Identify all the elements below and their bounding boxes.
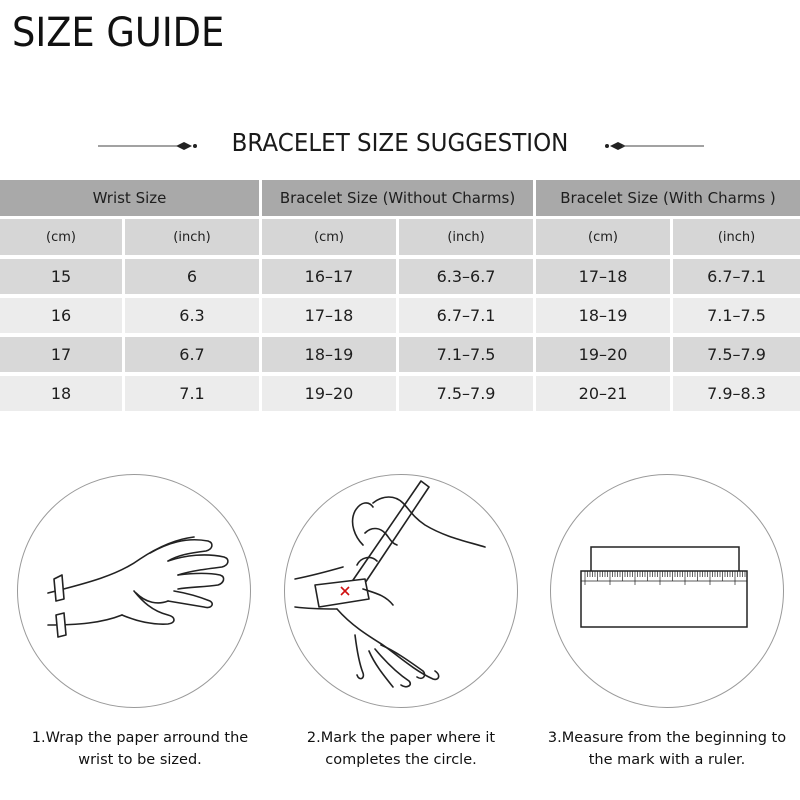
table-cell: 6 xyxy=(125,255,262,294)
step2-caption-line1: 2.Mark the paper where it xyxy=(306,730,496,746)
mark-paper-pen-icon xyxy=(285,475,517,707)
group-wrist-size: Wrist Size xyxy=(0,180,262,216)
table-cell: 20–21 xyxy=(536,372,673,411)
step1-caption-line2: wrist to be sized. xyxy=(78,752,202,768)
table-cell: 15 xyxy=(0,255,125,294)
table-cell: 18 xyxy=(0,372,125,411)
step3-caption-line1: 3.Measure from the beginning to xyxy=(547,730,787,746)
table-cell: 6.3–6.7 xyxy=(399,255,536,294)
step2-caption xyxy=(266,727,536,771)
step1-illustration xyxy=(17,474,251,708)
section-subtitle: BRACELET SIZE SUGGESTION xyxy=(231,128,569,157)
step1-caption-line1: 1.Wrap the paper arround the xyxy=(31,730,249,746)
unit-cell: (cm) xyxy=(536,216,673,255)
unit-cell: (cm) xyxy=(0,216,125,255)
step3-caption xyxy=(532,727,800,771)
table-group-header xyxy=(0,180,800,216)
table-cell: 18–19 xyxy=(262,333,399,372)
right-ornament-icon xyxy=(604,128,704,164)
page-title: SIZE GUIDE xyxy=(12,10,225,56)
step2-caption-line2: completes the circle. xyxy=(325,752,477,768)
step2-illustration xyxy=(284,474,518,708)
table-cell: 19–20 xyxy=(536,333,673,372)
step3-illustration xyxy=(550,474,784,708)
table-cell: 6.7–7.1 xyxy=(673,255,800,294)
table-row xyxy=(0,333,800,372)
unit-cell: (cm) xyxy=(262,216,399,255)
group-without-charms: Bracelet Size (Without Charms) xyxy=(262,180,536,216)
table-row xyxy=(0,255,800,294)
unit-cell: (inch) xyxy=(125,216,262,255)
table-cell: 17–18 xyxy=(536,255,673,294)
table-cell: 18–19 xyxy=(536,294,673,333)
table-cell: 17–18 xyxy=(262,294,399,333)
size-table xyxy=(0,180,800,411)
unit-cell: (inch) xyxy=(673,216,800,255)
table-cell: 6.7 xyxy=(125,333,262,372)
table-cell: 19–20 xyxy=(262,372,399,411)
wrap-wrist-hand-icon xyxy=(18,475,250,707)
table-cell: 6.7–7.1 xyxy=(399,294,536,333)
table-cell: 7.1 xyxy=(125,372,262,411)
table-row xyxy=(0,372,800,411)
table-cell: 7.5–7.9 xyxy=(673,333,800,372)
group-with-charms: Bracelet Size (With Charms ) xyxy=(536,180,800,216)
table-cell: 17 xyxy=(0,333,125,372)
table-row xyxy=(0,294,800,333)
step1-caption xyxy=(5,727,275,771)
table-cell: 7.1–7.5 xyxy=(399,333,536,372)
table-units-row xyxy=(0,216,800,255)
table-cell: 7.9–8.3 xyxy=(673,372,800,411)
step3-caption-line2: the mark with a ruler. xyxy=(588,752,746,768)
table-cell: 7.1–7.5 xyxy=(673,294,800,333)
table-cell: 6.3 xyxy=(125,294,262,333)
unit-cell: (inch) xyxy=(399,216,536,255)
table-cell: 7.5–7.9 xyxy=(399,372,536,411)
table-cell: 16–17 xyxy=(262,255,399,294)
table-cell: 16 xyxy=(0,294,125,333)
subtitle-row xyxy=(0,128,800,164)
ruler-icon xyxy=(551,475,783,707)
